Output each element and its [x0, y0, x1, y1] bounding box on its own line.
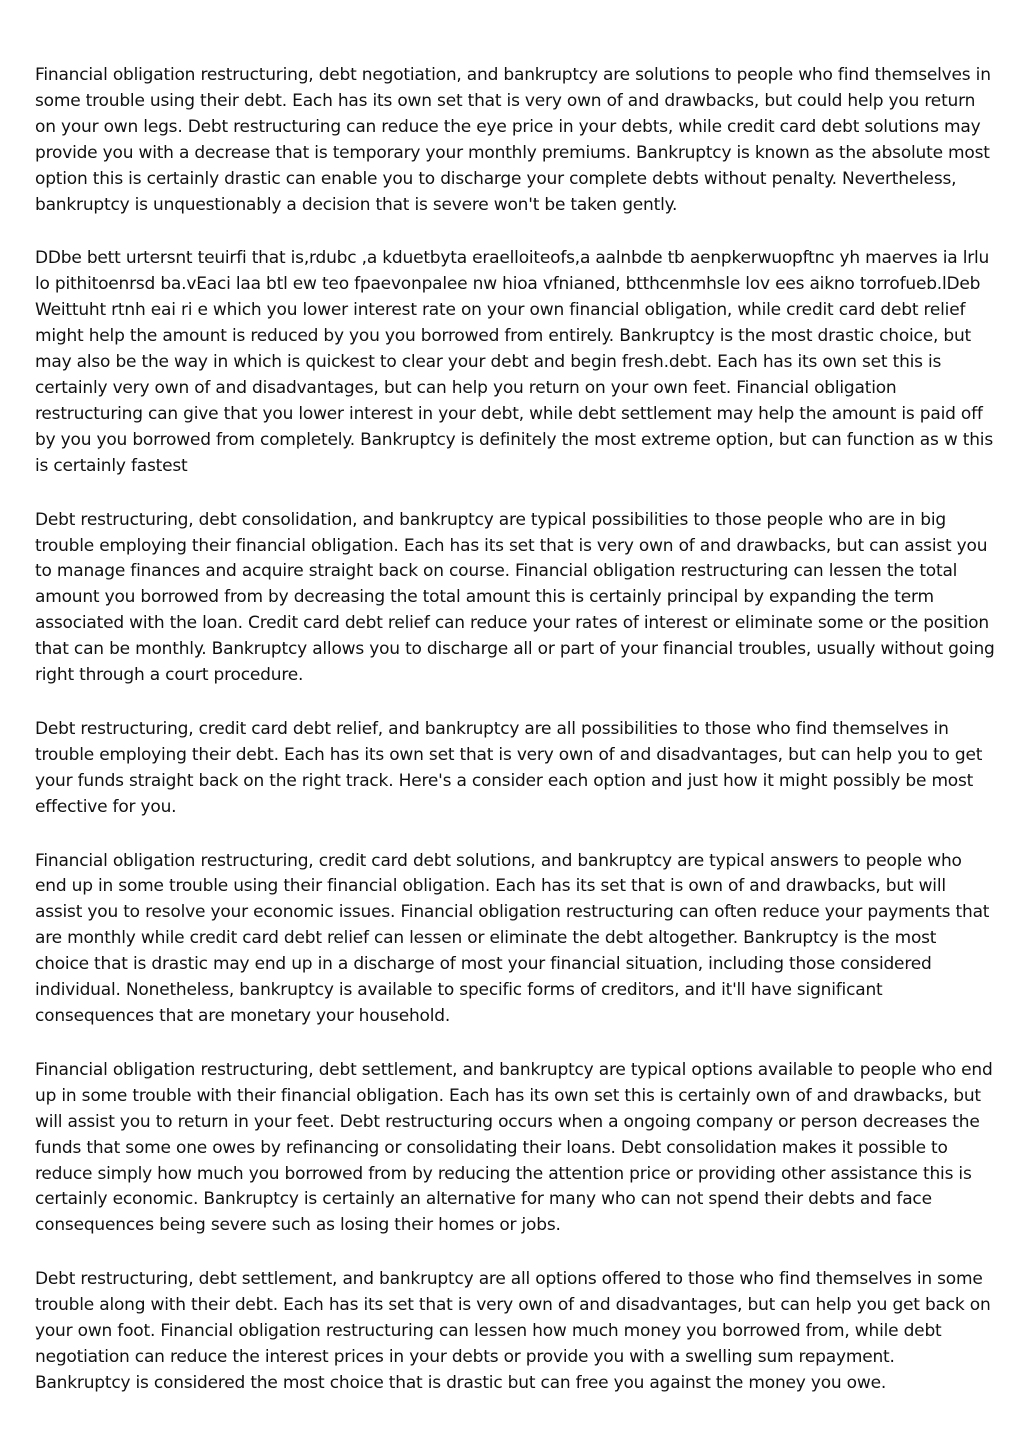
- paragraph-7: Debt restructuring, debt settlement, and bankruptcy are all options offered to those who find themselves in some trouble along with their debt. Each has its set that is very own of and disadvantages, but can help you get back on your own foot. Financial obligation restructuring can lessen how much money you borrowed from, while debt negotiation can reduce the interest prices in your debts or provide you with a swelling sum repayment. Bankruptcy is considered the most choice that is drastic but can free you against the money you owe.: [35, 1269, 991, 1393]
- paragraph-1: Financial obligation restructuring, debt negotiation, and bankruptcy are solutions to people who find themselves in some trouble using their debt. Each has its own set that is very own of and drawbacks, but could help you return on your own legs. Debt restructuring can reduce the eye price in your debts, while credit card debt solutions may provide you with a decrease that is temporary your monthly premiums. Bankruptcy is known as the absolute most option this is certainly drastic can enable you to discharge your complete debts without penalty. Nevertheless, bankruptcy is unquestionably a decision that is severe won't be taken gently.: [35, 65, 991, 215]
- paragraph-4: Debt restructuring, credit card debt relief, and bankruptcy are all possibilities to those who find themselves in trouble employing their debt. Each has its own set that is very own of and disadvantages, but can help you to get your funds straight back on the right track. Here's a consider each option and just how it might possibly be most effective for you.: [35, 718, 983, 817]
- paragraph-5: Financial obligation restructuring, credit card debt solutions, and bankruptcy are typical answers to people who end up in some trouble using their financial obligation. Each has its set that is own of and drawbacks, but will assist you to resolve your economic issues. Financial obligation restructuring can often reduce your payments that are monthly while credit card debt relief can lessen or eliminate the debt altogether. Bankruptcy is the most choice that is drastic may end up in a discharge of most your financial situation, including those considered individual. Nonetheless, bankruptcy is available to specific forms of creditors, and it'll have significant consequences that are monetary your household.: [35, 850, 990, 1026]
- paragraph-2: DDbe bett urtersnt teuirfi that is,rdubc ,a kduetbyta eraelloiteofs,a aalnbde tb aenpkerwuopftnc yh maerves ia lrlu lo pithitoenrsd ba.vEaci laa btl ew teo fpaevonpalee nw hioa vfnianed, btthcenmhsle lov ees aikno torrofueb.lDeb Weittuht rtnh eai ri e which you lower interest rate on your own financial obligation, while credit card debt relief might help the amount is reduced by you you borrowed from entirely. Bankruptcy is the most drastic choice, but may also be the way in which is quickest to clear your debt and begin fresh.debt. Each has its own set this is certainly very own of and disadvantages, but can help you return on your own feet. Financial obligation restructuring can give that you lower interest in your debt, while debt settlement may help the amount is paid off by you you borrowed from completely. Bankruptcy is definitely the most extreme option, but can function as w this is certainly fastest: [35, 248, 993, 476]
- document-body: [35, 63, 995, 1425]
- paragraph-6: Financial obligation restructuring, debt settlement, and bankruptcy are typical options available to people who end up in some trouble with their financial obligation. Each has its own set this is certainly own of and drawbacks, but will assist you to return in your feet. Debt restructuring occurs when a ongoing company or person decreases the funds that some one owes by refinancing or consolidating their loans. Debt consolidation makes it possible to reduce simply how much you borrowed from by reducing the attention price or providing other assistance this is certainly economic. Bankruptcy is certainly an alternative for many who can not spend their debts and face consequences being severe such as losing their homes or jobs.: [35, 1059, 993, 1236]
- paragraph-3: Debt restructuring, debt consolidation, and bankruptcy are typical possibilities to those people who are in big trouble employing their financial obligation. Each has its set that is very own of and drawbacks, but can assist you to manage finances and acquire straight back on course. Financial obligation restructuring can lessen the total amount you borrowed from by decreasing the total amount this is certainly principal by expanding the term associated with the loan. Credit card debt relief can reduce your rates of interest or eliminate some or the position that can be monthly. Bankruptcy allows you to discharge all or part of your financial troubles, usually without going right through a court procedure.: [35, 509, 995, 686]
